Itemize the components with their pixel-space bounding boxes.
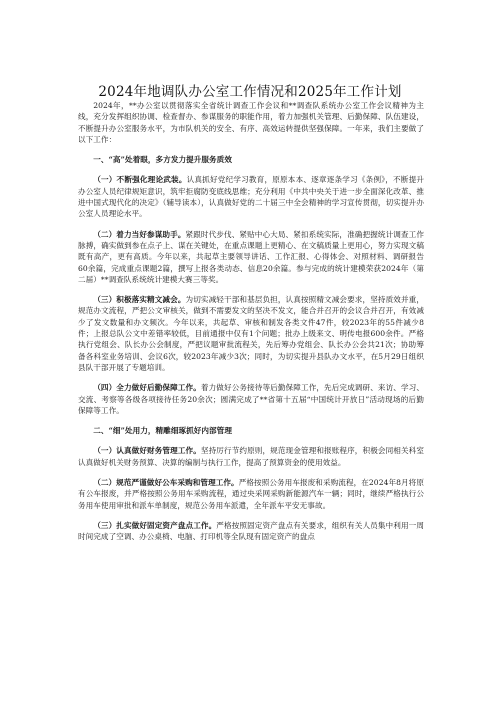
body-paragraph	[78, 520, 424, 543]
body-paragraph	[78, 174, 424, 219]
paragraph-lead: （二）规范严谨做好公车采购和管理工作。	[93, 478, 239, 488]
intro-paragraph: 2024年，**办公室以贯彻落实全省统计调查工作会议和**调查队系统办公室工作会议精神为主线，充分发挥组织协调、检查督办、参谋服务的职能作用，着力加强机关管理、后勤保障、队伍建设，不断提升办公室服务水平，为市队机关的安全、有序、高效运转提供坚强保障。一年来，我们主要做了以下工作：	[78, 101, 424, 144]
paragraph-text: 认真抓好党纪学习教育，原原本本、逐章逐条学习《条例》，不断提升办公室人员纪律规矩意识，筑牢拒腐防变底线思维；充分利用《中共中央关于进一步全面深化改革、推进中国式现代化的决定》（辅导读本），认真做好党的二十届三中全会精神的学习宣传贯彻，切实提升办公室人员理论水平。	[78, 175, 424, 219]
body-paragraph	[78, 229, 424, 285]
section-heading: 二、“细”处用力，精雕细琢抓好内部管理	[93, 426, 232, 436]
paragraph-lead: （三）扎实做好固定资产盘点工作。	[93, 520, 217, 530]
document-body	[78, 100, 424, 543]
paragraph-text: 坚持厉行节约原则，规范现金管理和报账程序，积极会同相关科室认真做好机关财务预算、决算的编制与执行工作，提高了预算资金的使用效益。	[78, 446, 425, 467]
body-paragraph	[78, 382, 424, 416]
paragraph-text: 紧跟时代步伐、紧贴中心大局、紧扣系统实际，准确把握统计调查工作脉搏，确实做到参在点子上、谋在关键处，在重点课题上更精心、在文稿质量上更用心，努力实现文稿既有高产，更有高质。今年以来，共起草主要领导讲话、工作汇报、心得体会、对照材料、调研报告60余篇，完成重点课题2篇，撰写上报各类动态、信息20余篇。参与完成的统计建模荣获2024年（第二届）**调查队系统统计建模大赛三等奖。	[78, 229, 425, 284]
body-paragraph	[78, 294, 424, 373]
paragraph-lead: （三）积极落实精文减会。	[93, 295, 186, 305]
paragraph-text: 严格按照固定资产盘点有关要求，组织有关人员集中利用一周时间完成了空调、办公桌椅、电脑、打印机等全队现有固定资产的盘点	[78, 520, 424, 542]
body-paragraph	[78, 445, 424, 468]
body-paragraph	[78, 477, 424, 511]
document-title: 2024年地调队办公室工作情况和2025年工作计划	[98, 84, 402, 100]
paragraph-text: 为切实减轻干部和基层负担，认真按照精文减会要求，坚持质效并重，规范办文流程，严把公文审核关，做到不需要发文的坚决不发文，能合并召开的会议合并召开，有效减少了发文数量和办文频次。今年以来，共起草、审核和制发各类文件47件，较2023年的55件减少8件；上报总队公文中差错率较低，目前通报中仅有1个问题；批办上级来文、明传电报600余件。严格执行党组会、队长办公会制度，严把议题审批流程关，先后筹办党组会、队长办公会共21次；协助筹备各科室业务培训、会议6次，较2023年减少3次；同时，为切实提升县队办文水平，在5月29日组织县队干部开展了专题培训。	[78, 295, 425, 372]
paragraph-lead: （一）不断强化理论武装。	[93, 175, 187, 185]
section-heading: 一、“高”处着眼，多方发力提升服务质效	[93, 155, 232, 165]
paragraph-text: 着力做好公务接待等后勤保障工作，先后完成调研、来访、学习、交流、考察等各级各项接待任务20余次；圆满完成了**省第十五届“中国统计开放日”活动现场的后勤保障等工作。	[78, 383, 425, 415]
paragraph-lead: （四）全力做好后勤保障工作。	[93, 383, 201, 393]
paragraph-text: 严格按照公务用车报废和采购流程，在2024年8月将原有公车报废，并严格按照公务用车采购流程，通过央采网采购新能源汽车一辆；同时，继续严格执行公务用车使用审批和派车单制度，规范公务用车派遣，全年派车平安无事故。	[78, 478, 424, 510]
paragraph-lead: （一）认真做好财务管理工作。	[93, 446, 201, 456]
paragraph-lead: （二）着力当好参谋助手。	[93, 229, 186, 239]
